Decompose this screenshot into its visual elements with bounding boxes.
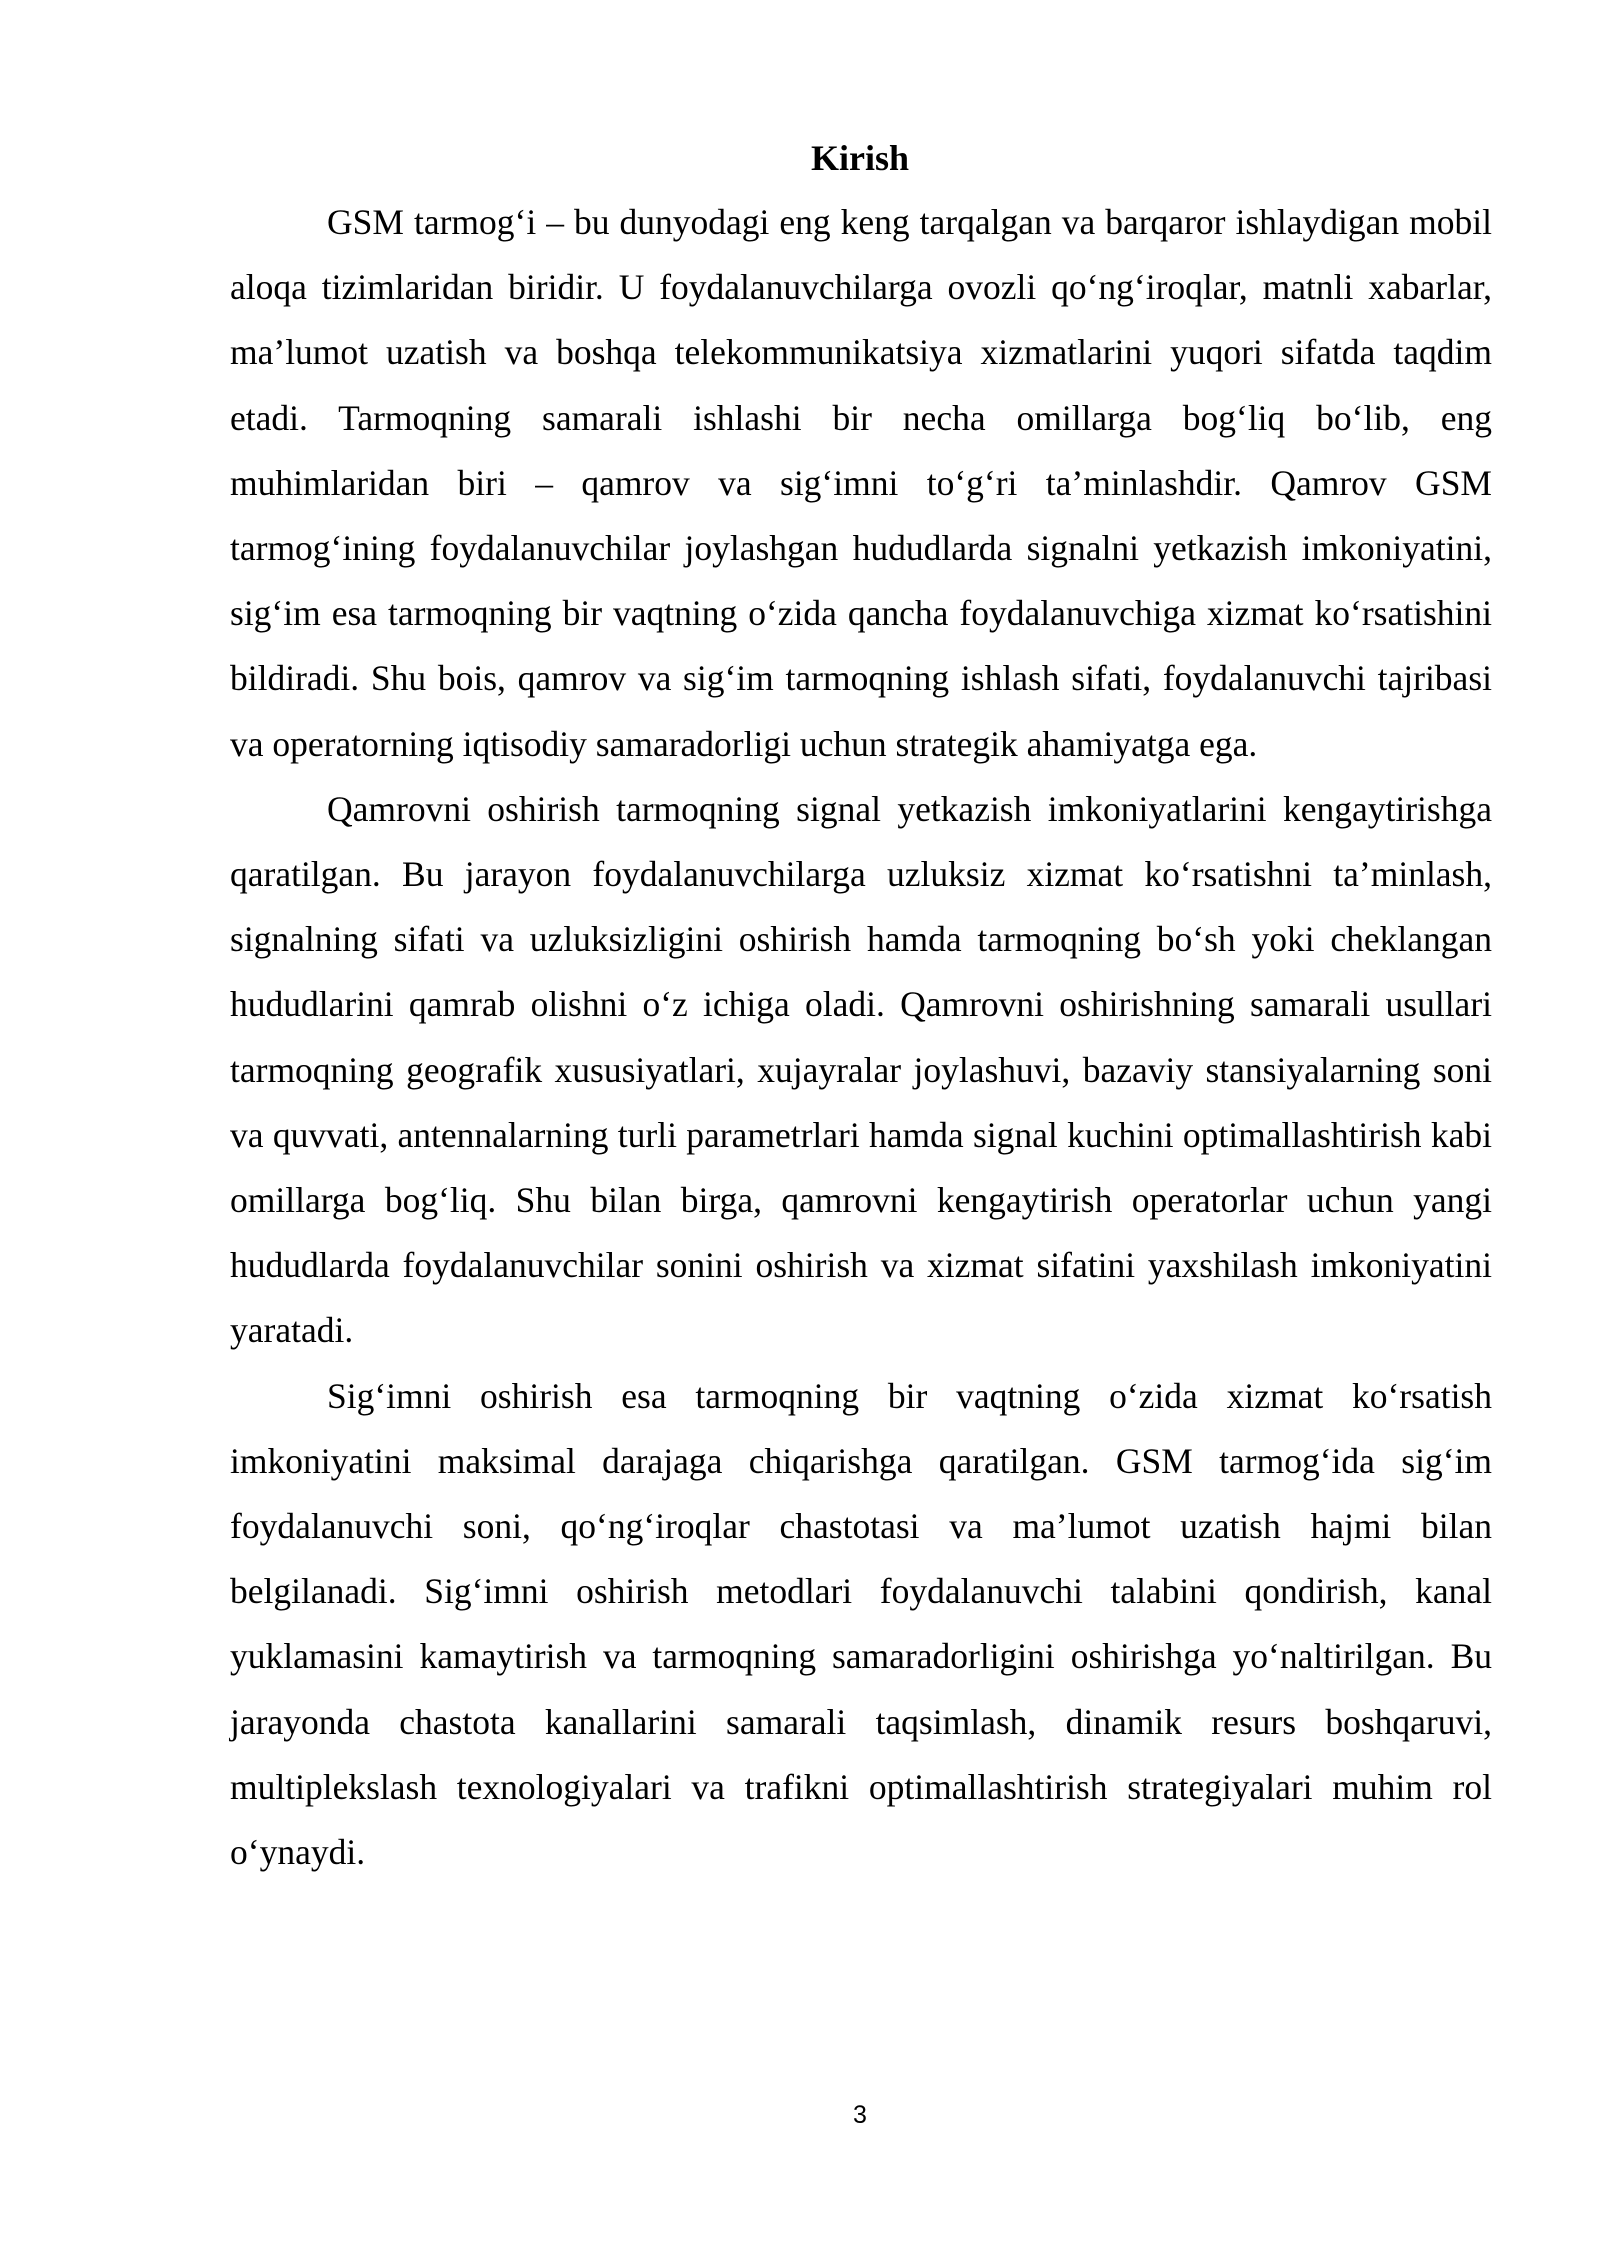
paragraph: GSM tarmog‘i – bu dunyodagi eng keng tarqalgan va barqaror ishlaydigan mobil aloqa tizimlaridan biridir. U foydalanuvchilarga ovozli qo‘ng‘iroqlar, matnli xabarlar, ma’lumot uzatish va boshqa telekommunikatsiya xizmatlarini yuqori sifatda taqdim etadi. Tarmoqning samarali ishlashi bir necha omillarga bog‘liq bo‘lib, eng muhimlaridan biri – qamrov va sig‘imni to‘g‘ri ta’minlashdir. Qamrov GSM tarmog‘ining foydalanuvchilar joylashgan hududlarda signalni yetkazish imkoniyatini, sig‘im esa tarmoqning bir vaqtning o‘zida qancha foydalanuvchiga xizmat ko‘rsatishini bildiradi. Shu bois, qamrov va sig‘im tarmoqning ishlash sifati, foydalanuvchi tajribasi va operatorning iqtisodiy samaradorligi uchun strategik ahamiyatga ega.	[230, 202, 1492, 764]
page-number: 3	[853, 2101, 867, 2129]
page-title: Kirish	[810, 138, 909, 178]
paragraph: Sig‘imni oshirish esa tarmoqning bir vaqtning o‘zida xizmat ko‘rsatish imkoniyatini maksimal darajaga chiqarishga qaratilgan. GSM tarmog‘ida sig‘im foydalanuvchi soni, qo‘ng‘iroqlar chastotasi va ma’lumot uzatish hajmi bilan belgilanadi. Sig‘imni oshirish metodlari foydalanuvchi talabini qondirish, kanal yuklamasini kamaytirish va tarmoqning samaradorligini oshirishga yo‘naltirilgan. Bu jarayonda chastota kanallarini samarali taqsimlash, dinamik resurs boshqaruvi, multiplekslash texnologiyalari va trafikni optimallashtirish strategiyalari muhim rol o‘ynaydi.	[230, 1375, 1492, 1873]
body-text	[230, 190, 1492, 1885]
paragraph: Qamrovni oshirish tarmoqning signal yetkazish imkoniyatlarini kengaytirishga qaratilgan. Bu jarayon foydalanuvchilarga uzluksiz xizmat ko‘rsatishni ta’minlash, signalning sifati va uzluksizligini oshirish hamda tarmoqning bo‘sh yoki cheklangan hududlarini qamrab olishni o‘z ichiga oladi. Qamrovni oshirishning samarali usullari tarmoqning geografik xususiyatlari, xujayralar joylashuvi, bazaviy stansiyalarning soni va quvvati, antennalarning turli parametrlari hamda signal kuchini optimallashtirish kabi omillarga bog‘liq. Shu bilan birga, qamrovni kengaytirish operatorlar uchun yangi hududlarda foydalanuvchilar sonini oshirish va xizmat sifatini yaxshilash imkoniyatini yaratadi.	[230, 788, 1492, 1351]
